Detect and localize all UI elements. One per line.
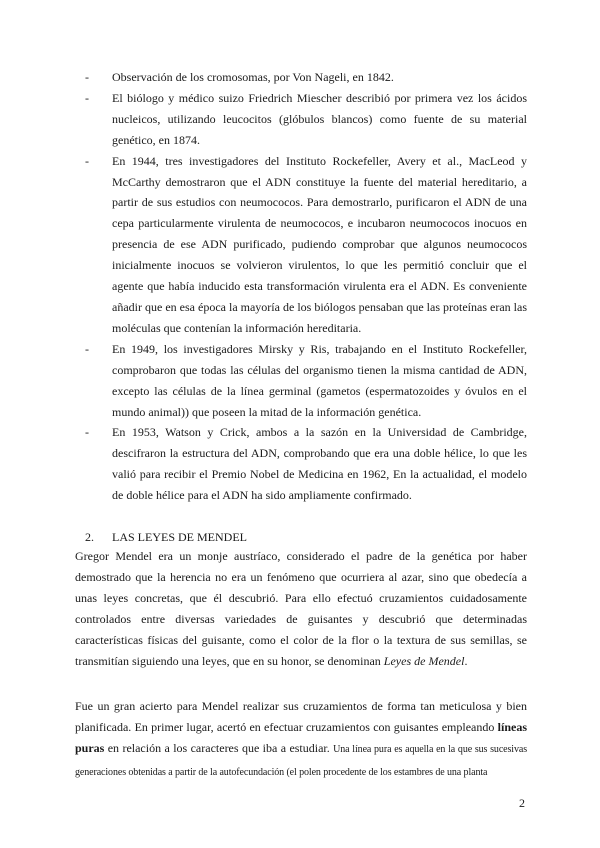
bullet-text: Observación de los cromosomas, por Von Nageli, en 1842. <box>112 70 394 84</box>
bullet-text: El biólogo y médico suizo Friedrich Miescher describió por primera vez los ácidos nucleicos, utilizando leucocitos (glóbulos blancos) como fuente de su material genético, en 1874. <box>112 90 527 147</box>
paragraph-text: Gregor Mendel era un monje austríaco, considerado el padre de la genética por haber demostrado que la herencia no era un fenómeno que ocurriera al azar, sino que obedecía a unas leyes concretas, que él descubrió. Para ello efectuó cruzamientos cuidadosamente controlados entre diversas variedades de guisantes y descubrió que determinadas características físicas del guisante, como el color de la flor o la textura de sus semillas, se transmitían siguiendo una leyes, que en su honor, se denominan <box>75 549 527 668</box>
mendel-method-paragraph <box>75 696 527 784</box>
bullet-text: En 1944, tres investigadores del Instituto Rockefeller, Avery et al., MacLeod y McCarthy demostraron que el ADN constituye la fuente del material hereditario, a partir de sus estudios con neumococos. Para demostrarlo, purificaron el ADN de una cepa particularmente virulenta de neumococos, e incubaron neumococos inocuos en presencia de ese ADN purificado, pudiendo comprobar que algunos neumococos inicialmente inocuos se volvieron virulentos, lo que les permitió concluir que el agente que había inducido esta transformación virulenta era el ADN. Es conveniente añadir que en esa época la mayoría de los biólogos pensaban que las proteínas eran las moléculas que contenían la información hereditaria. <box>112 153 527 335</box>
lineas-puras-bold: líneas puras <box>75 719 527 755</box>
section-heading <box>85 528 527 546</box>
list-item <box>85 339 527 423</box>
mendel-intro-paragraph <box>75 546 527 671</box>
bullet-dash: - <box>85 90 89 105</box>
list-item <box>85 422 527 506</box>
section-title: LAS LEYES DE MENDEL <box>112 530 247 544</box>
bullet-text: En 1949, los investigadores Mirsky y Ris, trabajando en el Instituto Rockefeller, comprobaron que todas las células del organismo tienen la misma cantidad de ADN, excepto las células de la línea germinal (gametos (espermatozoides y óvulos en el mundo animal)) que poseen la mitad de la información genética. <box>112 341 527 419</box>
section-number: 2. <box>85 530 94 544</box>
bullet-text: En 1953, Watson y Crick, ambos a la sazón en la Universidad de Cambridge, descifraron la estructura del ADN, comprobando que era una doble hélice, lo que les valió para recibir el Premio Nobel de Medicina en 1962, En la actualidad, el modelo de doble hélice para el ADN ha sido ampliamente confirmado. <box>112 425 527 503</box>
paragraph-end: . <box>464 653 468 668</box>
list-item <box>85 151 527 339</box>
bullet-dash: - <box>85 153 89 168</box>
bullet-dash: - <box>85 425 89 440</box>
bullet-dash: - <box>85 70 89 84</box>
bullet-dash: - <box>85 341 89 356</box>
list-item <box>85 88 527 151</box>
paragraph-text-b: en relación a los caracteres que iba a estudiar. <box>104 740 334 755</box>
paragraph-text-a: Fue un gran acierto para Mendel realizar sus cruzamientos de forma tan meticulosa y bien planificada. En primer lugar, acertó en efectuar cruzamientos con guisantes empleando <box>75 699 527 734</box>
list-item <box>85 67 527 88</box>
footnote-small-text: Una línea pura es aquella en la que sus sucesivas generaciones obtenidas a partir de la autofecundación (el polen procedente de los estambres de una planta <box>75 743 527 778</box>
leyes-de-mendel-emphasis: Leyes de Mendel <box>383 653 465 668</box>
history-bullet-list <box>85 67 527 506</box>
page-number: 2 <box>519 796 525 810</box>
